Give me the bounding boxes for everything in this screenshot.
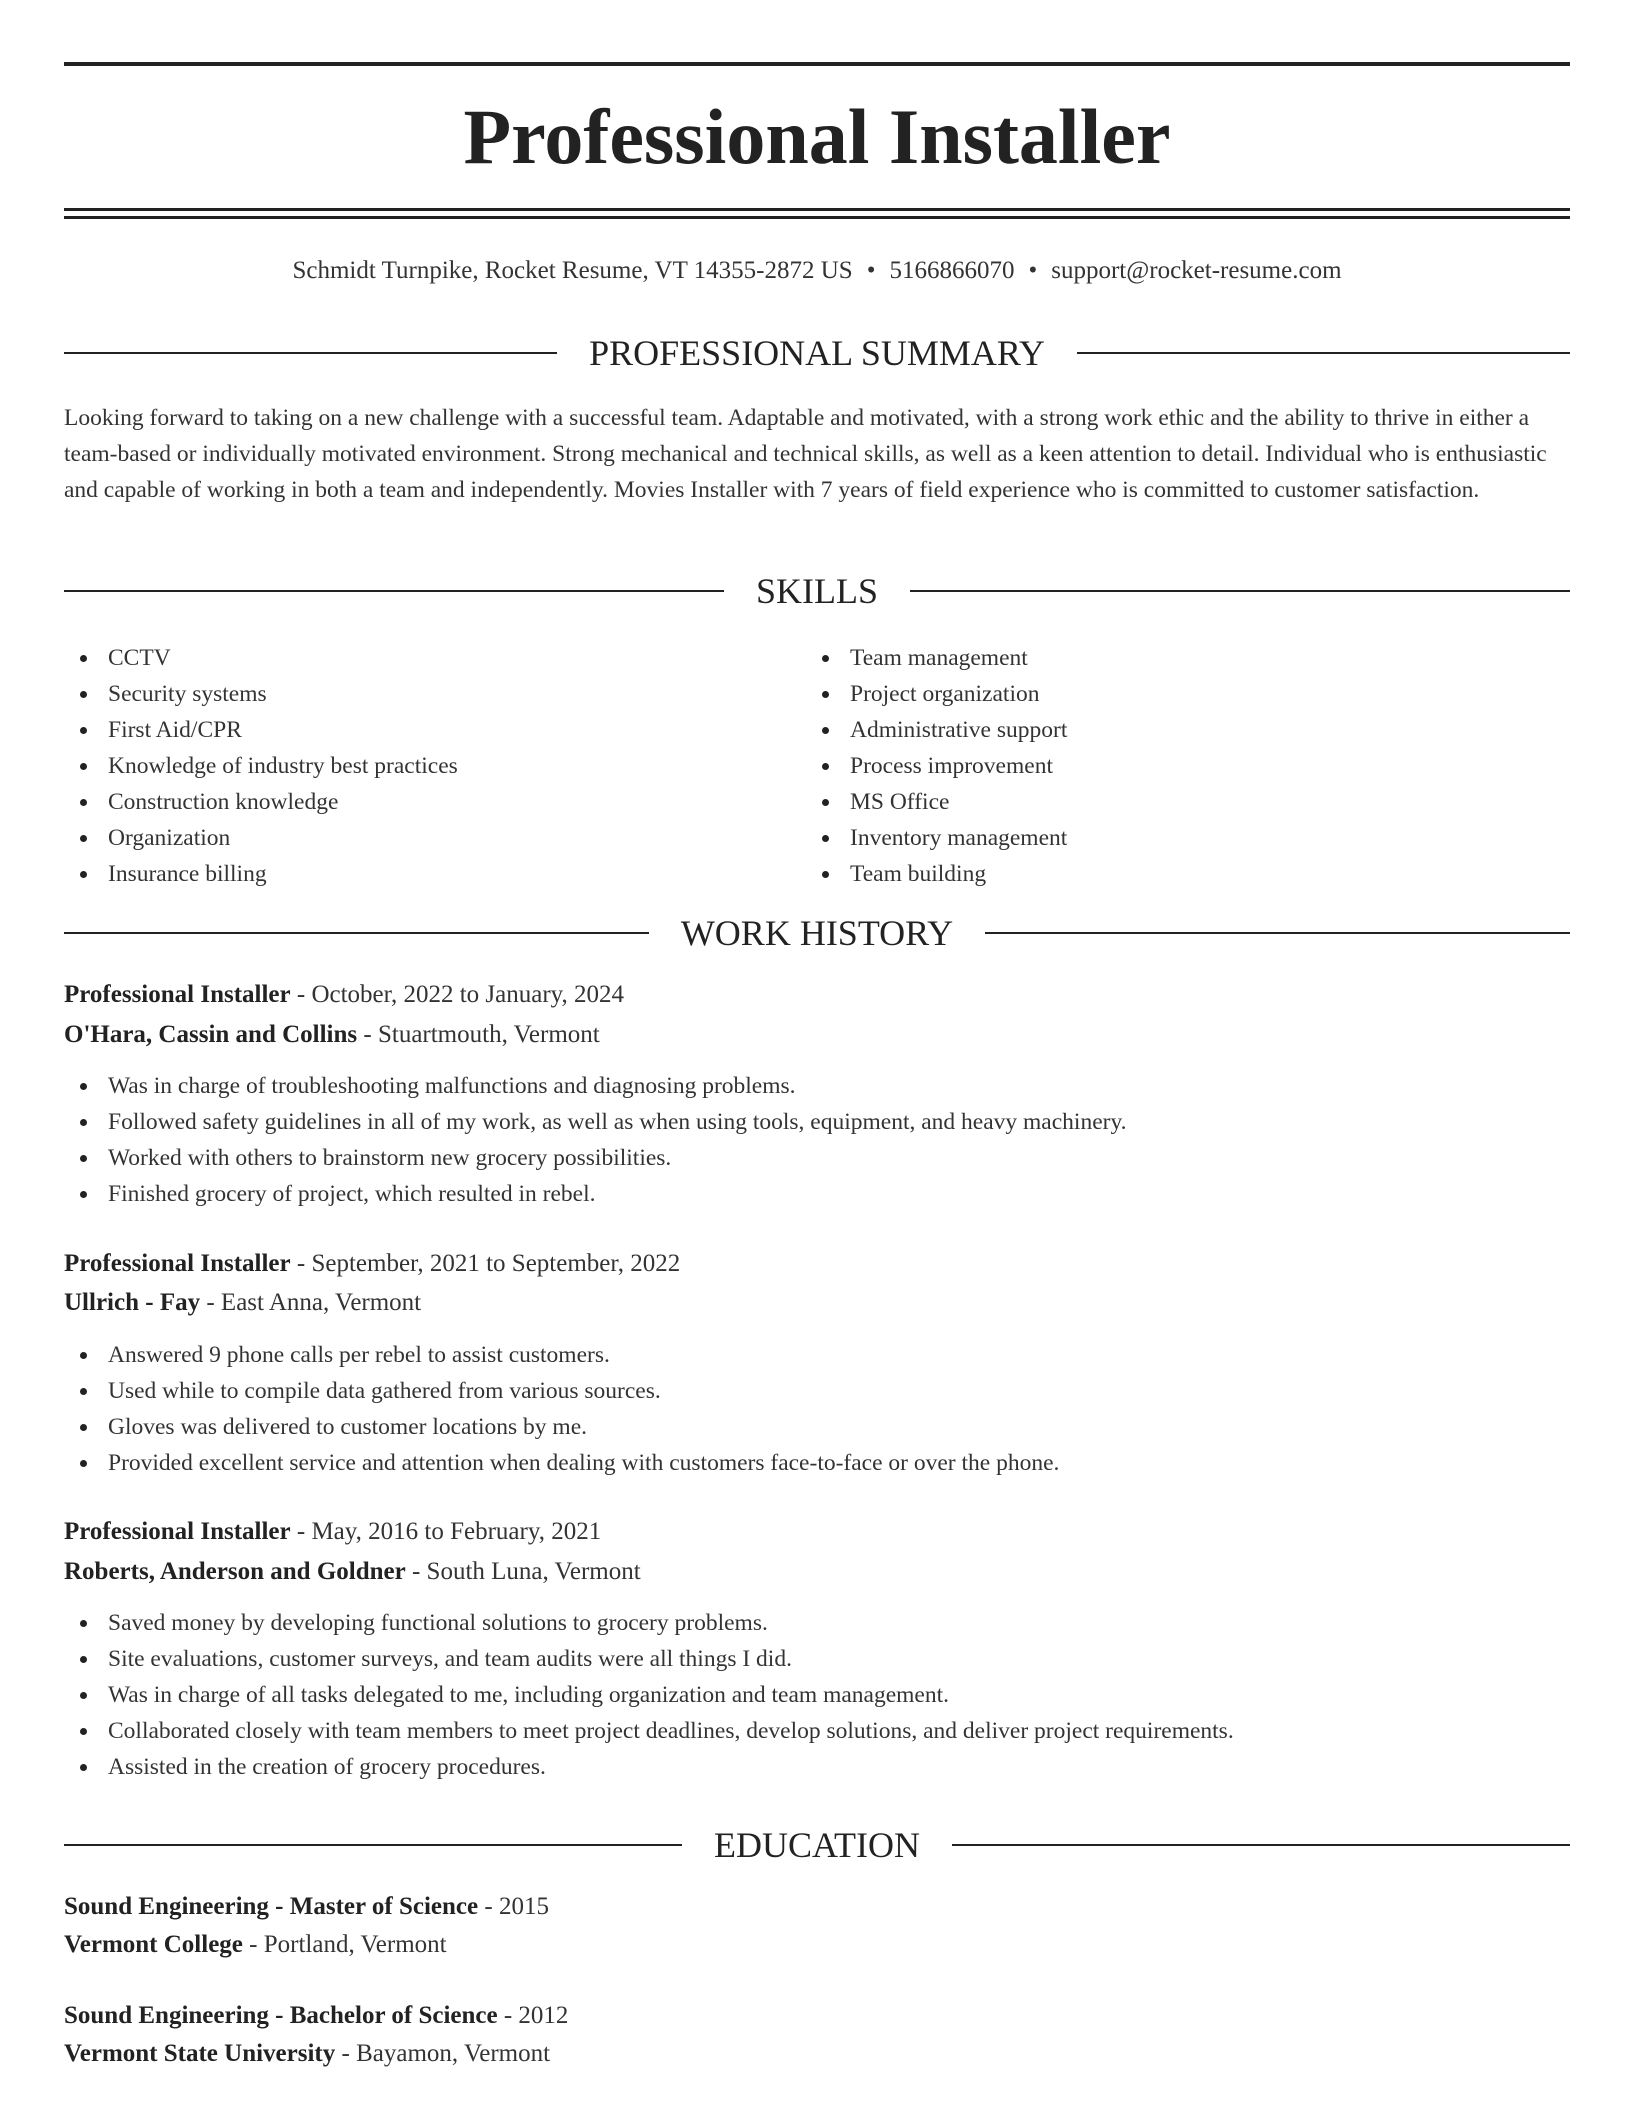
contact-email[interactable]: support@rocket-resume.com	[1051, 257, 1342, 284]
job-title: Professional Installer	[64, 1518, 291, 1545]
contact-separator: •	[866, 257, 876, 284]
work-history-heading	[64, 911, 1570, 955]
education-heading	[64, 1823, 1570, 1867]
skill-item: Inventory management	[806, 820, 1546, 856]
skill-item: Administrative support	[806, 712, 1546, 748]
job-dates: September, 2021 to September, 2022	[311, 1250, 681, 1277]
job-company-line	[64, 1553, 1570, 1591]
section-title: PROFESSIONAL SUMMARY	[589, 333, 1045, 373]
heading-rule	[952, 1844, 1570, 1846]
contact-separator: •	[1028, 257, 1038, 284]
skill-item: Team building	[806, 856, 1546, 892]
skill-item: Security systems	[64, 676, 804, 712]
job-location: East Anna, Vermont	[220, 1289, 422, 1316]
job-company-line	[64, 1016, 1570, 1054]
job-bullet: Site evaluations, customer surveys, and team audits were all things I did.	[64, 1641, 1570, 1677]
education-degree-line	[64, 1997, 1570, 2035]
joiner: -	[296, 981, 306, 1008]
skill-item: Project organization	[806, 676, 1546, 712]
job-company: O'Hara, Cassin and Collins	[64, 1021, 358, 1048]
education-school: Vermont State University	[64, 2040, 336, 2067]
skill-item: MS Office	[806, 784, 1546, 820]
heading-rule	[1077, 352, 1570, 354]
job-bullet-list	[64, 1605, 1570, 1785]
education-degree-line	[64, 1888, 1570, 1926]
education-year: 2012	[518, 2002, 569, 2029]
job-title: Professional Installer	[64, 1250, 291, 1277]
skill-item: Organization	[64, 820, 804, 856]
skill-item: Knowledge of industry best practices	[64, 748, 804, 784]
job-dates: October, 2022 to January, 2024	[311, 981, 625, 1008]
heading-rule	[985, 932, 1570, 934]
skills-list-left	[64, 640, 804, 892]
heading-rule	[64, 352, 557, 354]
header-rule-double-upper	[64, 208, 1570, 211]
skills-heading	[64, 569, 1570, 613]
heading-rule	[910, 590, 1570, 592]
job-location: Stuartmouth, Vermont	[377, 1021, 600, 1048]
job-bullet: Assisted in the creation of grocery procedures.	[64, 1749, 1570, 1785]
resume-name: Professional Installer	[463, 93, 1171, 180]
job-location: South Luna, Vermont	[426, 1558, 641, 1585]
heading-rule	[64, 590, 724, 592]
job-bullet: Collaborated closely with team members to meet project deadlines, develop solutions, and deliver project requirements.	[64, 1713, 1570, 1749]
summary-text: Looking forward to taking on a new challenge with a successful team. Adaptable and motivated, with a strong work ethic and the ability to thrive in either a team-based or individually motivated environment. Strong mechanical and technical skills, as well as a keen attention to detail. Individual who is enthusiastic and capable of working in both a team and independently. Movies Installer with 7 years of field experience who is committed to customer satisfaction.	[64, 405, 1547, 503]
education-location: Bayamon, Vermont	[356, 2040, 551, 2067]
joiner: -	[341, 2040, 350, 2067]
job-title: Professional Installer	[64, 981, 291, 1008]
job-dates: May, 2016 to February, 2021	[311, 1518, 602, 1545]
skill-item: Construction knowledge	[64, 784, 804, 820]
education-school: Vermont College	[64, 1931, 243, 1958]
job-company: Ullrich - Fay	[64, 1289, 201, 1316]
job-bullet: Followed safety guidelines in all of my work, as well as when using tools, equipment, and heavy machinery.	[64, 1104, 1570, 1140]
heading-rule	[64, 1844, 682, 1846]
skills-list-right	[806, 640, 1546, 892]
joiner: -	[249, 1931, 258, 1958]
job-bullet: Provided excellent service and attention when dealing with customers face-to-face or over the phone.	[64, 1445, 1570, 1481]
education-year: 2015	[498, 1893, 549, 1920]
job-bullet: Was in charge of troubleshooting malfunctions and diagnosing problems.	[64, 1068, 1570, 1104]
section-title: SKILLS	[756, 571, 879, 611]
section-title: EDUCATION	[714, 1825, 920, 1865]
skill-item: Team management	[806, 640, 1546, 676]
education-school-line	[64, 2035, 1570, 2073]
job-bullet: Saved money by developing functional solutions to grocery problems.	[64, 1605, 1570, 1641]
joiner: -	[503, 2002, 513, 2029]
section-title: WORK HISTORY	[680, 913, 954, 953]
header-rule-top	[64, 62, 1570, 66]
education-location: Portland, Vermont	[263, 1931, 447, 1958]
joiner: -	[296, 1250, 306, 1277]
skill-item: First Aid/CPR	[64, 712, 804, 748]
job-bullet: Gloves was delivered to customer locations by me.	[64, 1409, 1570, 1445]
job-bullet-list	[64, 1068, 1570, 1212]
job-bullet-list	[64, 1337, 1570, 1481]
heading-rule	[64, 932, 649, 934]
contact-phone[interactable]: 5166866070	[889, 257, 1015, 284]
job-company: Roberts, Anderson and Goldner	[64, 1558, 406, 1585]
job-title-line	[64, 1513, 1570, 1551]
job-company-line	[64, 1284, 1570, 1322]
header-rule-double-lower	[64, 216, 1570, 219]
job-bullet: Used while to compile data gathered from various sources.	[64, 1373, 1570, 1409]
job-bullet: Finished grocery of project, which resulted in rebel.	[64, 1176, 1570, 1212]
skill-item: Insurance billing	[64, 856, 804, 892]
education-degree: Sound Engineering - Master of Science	[64, 1893, 479, 1920]
joiner: -	[484, 1893, 493, 1920]
skill-item: CCTV	[64, 640, 804, 676]
joiner: -	[363, 1021, 372, 1048]
contact-address: Schmidt Turnpike, Rocket Resume, VT 14355-2872 US	[292, 257, 853, 284]
job-bullet: Worked with others to brainstorm new grocery possibilities.	[64, 1140, 1570, 1176]
skill-item: Process improvement	[806, 748, 1546, 784]
contact-line	[64, 254, 1570, 288]
joiner: -	[411, 1558, 421, 1585]
joiner: -	[206, 1289, 215, 1316]
job-bullet: Answered 9 phone calls per rebel to assist customers.	[64, 1337, 1570, 1373]
job-title-line	[64, 1245, 1570, 1283]
education-school-line	[64, 1926, 1570, 1964]
education-degree: Sound Engineering - Bachelor of Science	[64, 2002, 498, 2029]
job-bullet: Was in charge of all tasks delegated to me, including organization and team management.	[64, 1677, 1570, 1713]
joiner: -	[296, 1518, 306, 1545]
summary-heading	[64, 331, 1570, 375]
job-title-line	[64, 976, 1570, 1014]
